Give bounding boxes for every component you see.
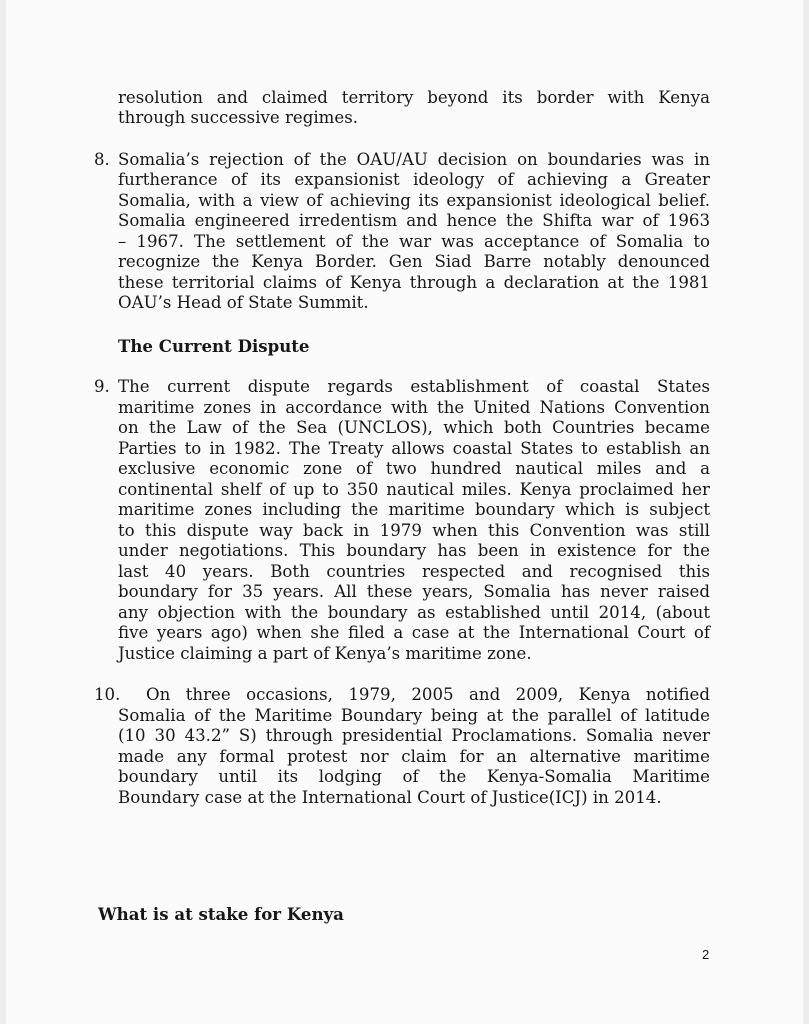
paragraph-10-line: Somalia of the Maritime Boundary being at the parallel of latitude — [118, 706, 710, 725]
paragraph-9-line: maritime zones in accordance with the United Nations Convention — [118, 398, 710, 417]
paragraph-9-line: last 40 years. Both countries respected and recognised this — [118, 562, 710, 581]
paragraph-9-line: to this dispute way back in 1979 when this Convention was still — [118, 521, 710, 540]
section-heading-at-stake: What is at stake for Kenya — [98, 904, 344, 924]
paragraph-9-line: under negotiations. This boundary has been in existence for the — [118, 541, 710, 560]
paragraph-9-line: maritime zones including the maritime boundary which is subject — [118, 500, 710, 519]
paragraph-8-line: Somalia engineered irredentism and hence the Shifta war of 1963 — [118, 211, 710, 230]
paragraph-9-line: exclusive economic zone of two hundred nautical miles and a — [118, 459, 710, 478]
paragraph-9-line: Justice claiming a part of Kenya’s maritime zone. — [118, 644, 532, 663]
section-heading-current-dispute: The Current Dispute — [118, 336, 310, 356]
document-page — [6, 0, 803, 1024]
paragraph-9-number: 9. — [94, 377, 110, 396]
paragraph-8-line: Somalia, with a view of achieving its expansionist ideological belief. — [118, 191, 710, 210]
paragraph-10-line: made any formal protest nor claim for an alternative maritime — [118, 747, 710, 766]
paragraph-9-line: boundary for 35 years. All these years, Somalia has never raised — [118, 582, 710, 601]
paragraph-10-line: On three occasions, 1979, 2005 and 2009, Kenya notified — [146, 685, 710, 704]
intro-line: resolution and claimed territory beyond its border with Kenya — [118, 88, 710, 107]
page-number: 2 — [702, 947, 710, 962]
paragraph-10-line: Boundary case at the International Court of Justice(ICJ) in 2014. — [118, 788, 662, 807]
paragraph-8-line: OAU’s Head of State Summit. — [118, 293, 369, 312]
paragraph-8-line: furtherance of its expansionist ideology of achieving a Greater — [118, 170, 710, 189]
paragraph-9-line: continental shelf of up to 350 nautical miles. Kenya proclaimed her — [118, 480, 710, 499]
paragraph-10-line: (10 30 43.2” S) through presidential Proclamations. Somalia never — [118, 726, 710, 745]
paragraph-9-line: any objection with the boundary as established until 2014, (about — [118, 603, 710, 622]
paragraph-8-line: Somalia’s rejection of the OAU/AU decision on boundaries was in — [118, 150, 710, 169]
paragraph-10-line: boundary until its lodging of the Kenya-Somalia Maritime — [118, 767, 710, 786]
paragraph-9-line: The current dispute regards establishment of coastal States — [118, 377, 710, 396]
paragraph-10-number: 10. — [94, 685, 121, 704]
paragraph-9-line: on the Law of the Sea (UNCLOS), which both Countries became — [118, 418, 710, 437]
paragraph-9-line: five years ago) when she filed a case at the International Court of — [118, 623, 710, 642]
paragraph-9-line: Parties to in 1982. The Treaty allows coastal States to establish an — [118, 439, 710, 458]
intro-line: through successive regimes. — [118, 108, 358, 127]
paragraph-8-line: recognize the Kenya Border. Gen Siad Barre notably denounced — [118, 252, 710, 271]
paragraph-8-line: – 1967. The settlement of the war was acceptance of Somalia to — [118, 232, 710, 251]
paragraph-8-number: 8. — [94, 150, 110, 169]
paragraph-8-line: these territorial claims of Kenya through a declaration at the 1981 — [118, 273, 710, 292]
